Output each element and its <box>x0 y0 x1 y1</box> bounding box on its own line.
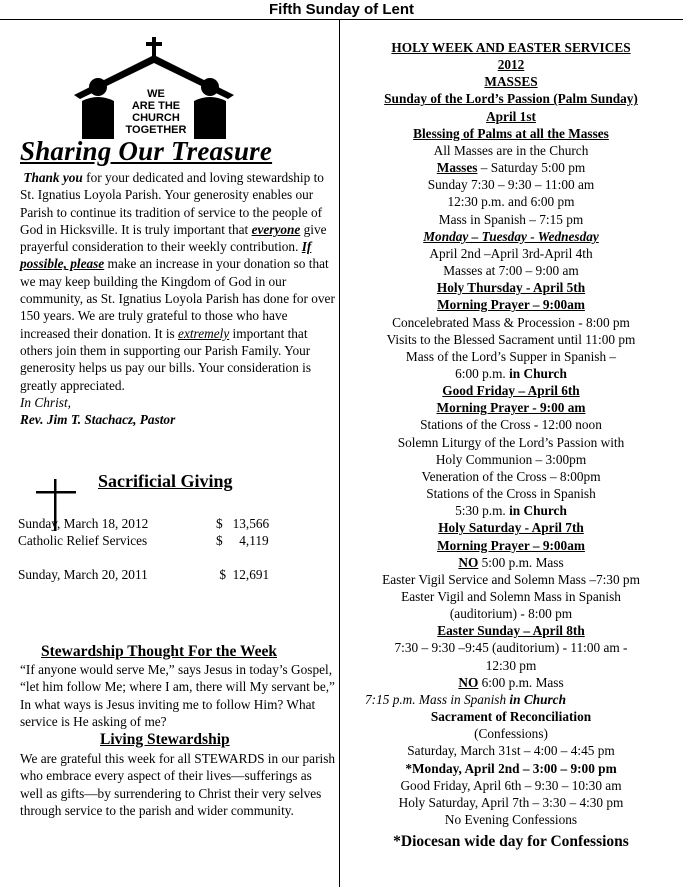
logo-text-4: TOGETHER <box>125 124 187 136</box>
schedule-line: Easter Vigil Service and Solemn Mass –7:30 pm <box>382 571 640 587</box>
treasure-body <box>20 169 336 428</box>
masses-heading: MASSES <box>484 74 538 90</box>
schedule-line-bold: *Monday, April 2nd – 3:00 – 9:00 pm <box>405 760 617 776</box>
masses-label: Masses <box>436 160 478 176</box>
schedule-heading: HOLY WEEK AND EASTER SERVICES <box>391 40 631 55</box>
left-column <box>14 19 336 887</box>
schedule-line: 12:30 p.m. and 6:00 pm <box>447 194 575 210</box>
no-label: NO <box>458 674 479 690</box>
schedule-line: Good Friday, April 6th – 9:30 – 10:30 am <box>400 777 622 793</box>
logo-text-1: WE <box>147 88 165 100</box>
schedule-line: No Evening Confessions <box>444 812 578 828</box>
stewardship-thought-title: Stewardship Thought For the Week <box>41 643 277 660</box>
extremely-emphasis: extremely <box>178 325 230 341</box>
everyone-emphasis: everyone <box>251 221 301 237</box>
schedule-line: 12:30 pm <box>485 657 537 673</box>
palm-sunday-heading: Sunday of the Lord’s Passion (Palm Sunday) <box>384 91 638 107</box>
schedule-line: Easter Vigil and Solemn Mass in Spanish <box>401 589 621 604</box>
giving-label: Sunday, March 20, 2011 <box>18 567 148 582</box>
giving-amount: $ 12,691 <box>216 567 270 582</box>
in-church: in Church <box>509 365 567 381</box>
good-friday-heading: Good Friday – April 6th <box>442 383 580 399</box>
schedule-line: All Masses are in the Church <box>433 142 589 158</box>
schedule-text: 6:00 p.m. Mass <box>478 674 564 690</box>
giving-amount: $ 13,566 <box>216 516 270 531</box>
schedule-line: Visits to the Blessed Sacrament until 11:00 pm <box>386 331 636 347</box>
schedule-line: April 2nd –April 3rd-April 4th <box>429 245 593 261</box>
schedule-line: (Confessions) <box>474 726 548 742</box>
schedule-line: Mass in Spanish – 7:15 pm <box>438 211 584 227</box>
church-together-logo <box>68 37 240 139</box>
treasure-text-a: for your dedicated and loving stewardship to St. Ignatius Loyola Parish. Your generosity enables our Parish to continue its tradition of service to the people of God in Hicksville. It is truly important that <box>20 170 324 237</box>
treasure-text-c: make an increase in your donation so that we may keep building the Kingdom of God in our community, as St. Ignatius Loyola Parish has done for over 150 years. We are truly grateful to those who have increased their donation. It is <box>20 256 335 341</box>
april-1-heading: April 1st <box>486 108 536 124</box>
holy-week-schedule <box>343 39 679 853</box>
logo-text-3: CHURCH <box>132 112 180 124</box>
schedule-line: Holy Communion – 3:00pm <box>435 451 587 467</box>
schedule-line <box>343 674 679 691</box>
treasure-text-b: give prayerful consideration to their weekly contribution. <box>20 221 327 255</box>
if-possible-emphasis: If possible, please <box>20 239 312 272</box>
holy-saturday-heading: Holy Saturday - April 7th <box>438 520 584 536</box>
schedule-line: 7:30 – 9:30 –9:45 (auditorium) - 11:00 am - <box>394 640 628 656</box>
morning-prayer-heading: Morning Prayer – 9:00am <box>437 537 585 553</box>
treasure-text-d: important that others join them in supporting our Parish Family. Your generosity helps us pay our bills. Your consideration is greatly appreciated. <box>20 325 312 393</box>
schedule-line: Stations of the Cross in Spanish <box>426 486 596 502</box>
reconciliation-heading: Sacrament of Reconciliation <box>430 709 592 725</box>
schedule-line <box>343 554 679 571</box>
schedule-line: Mass of the Lord’s Supper in Spanish – <box>405 348 617 364</box>
schedule-line <box>343 691 679 708</box>
easter-sunday-heading: Easter Sunday – April 8th <box>437 623 585 639</box>
schedule-line: Holy Saturday, April 7th – 3:30 – 4:30 pm <box>398 794 624 810</box>
stewardship-thought-body: “If anyone would serve Me,” says Jesus in today’s Gospel, “let him follow Me; where I am, there will My servant be,” In what ways is Jesus inviting me to follow Him? What service is He asking of me? <box>20 662 335 729</box>
right-column <box>343 19 679 887</box>
schedule-line: Sunday 7:30 – 9:30 – 11:00 am <box>427 177 595 193</box>
schedule-year: 2012 <box>497 57 525 73</box>
morning-prayer-heading: Morning Prayer – 9:00am <box>437 297 585 313</box>
giving-amount: $ 4,119 <box>216 533 269 548</box>
diocesan-note: *Diocesan wide day for Confessions <box>393 833 629 851</box>
schedule-line: Solemn Liturgy of the Lord’s Passion with <box>397 434 625 450</box>
living-stewardship-title: Living Stewardship <box>100 731 230 748</box>
schedule-line: Masses at 7:00 – 9:00 am <box>443 263 579 279</box>
no-label: NO <box>458 554 479 570</box>
schedule-line: Concelebrated Mass & Procession - 8:00 pm <box>392 314 630 330</box>
page-header: Fifth Sunday of Lent <box>269 1 414 18</box>
schedule-line <box>343 365 679 382</box>
blessing-palms-heading: Blessing of Palms at all the Masses <box>413 125 609 141</box>
morning-prayer-heading: Morning Prayer - 9:00 am <box>436 400 586 416</box>
in-church: in Church <box>509 691 566 707</box>
closing: In Christ, <box>20 394 71 410</box>
spanish-mass-time: 7:15 p.m. Mass in Spanish <box>365 691 510 707</box>
giving-label: Catholic Relief Services <box>18 533 148 548</box>
schedule-text: 5:00 p.m. Mass <box>478 554 564 570</box>
schedule-line: Veneration of the Cross – 8:00pm <box>421 468 601 484</box>
treasure-title: Sharing Our Treasure <box>20 136 273 166</box>
signature: Rev. Jim T. Stachacz, Pastor <box>20 412 176 428</box>
schedule-line <box>343 159 679 176</box>
thank-you-lead: Thank you <box>23 170 83 185</box>
living-stewardship-body: We are grateful this week for all STEWARDS in our parish who embrace every aspect of their lives—sufferings as well as gifts—by surrendering to Christ their very selves through service to the parish and wider community. <box>20 751 336 818</box>
giving-label: Sunday, March 18, 2012 <box>18 516 149 531</box>
mon-tue-wed-heading: Monday – Tuesday - Wednesday <box>423 228 599 244</box>
column-divider <box>339 19 340 887</box>
logo-text-2: ARE THE <box>131 100 181 112</box>
schedule-line: Saturday, March 31st – 4:00 – 4:45 pm <box>407 743 615 759</box>
holy-thursday-heading: Holy Thursday - April 5th <box>436 280 586 296</box>
schedule-time: 5:30 p.m. <box>455 503 510 519</box>
schedule-time: 6:00 p.m. <box>455 365 510 381</box>
schedule-line <box>343 502 679 519</box>
schedule-line: Stations of the Cross - 12:00 noon <box>420 417 602 433</box>
schedule-line: (auditorium) - 8:00 pm <box>449 606 573 622</box>
in-church: in Church <box>509 503 567 519</box>
masses-saturday: – Saturday 5:00 pm <box>477 160 586 176</box>
sacrificial-giving-title: Sacrificial Giving <box>98 471 233 491</box>
